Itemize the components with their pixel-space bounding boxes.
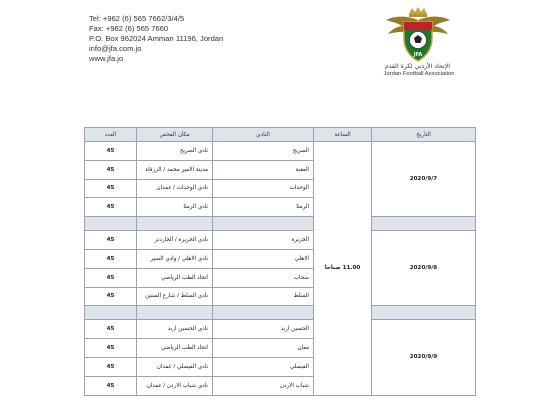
club-cell: الرمثا bbox=[213, 198, 314, 217]
club-cell: الاهلي bbox=[213, 249, 314, 268]
separator-row bbox=[85, 217, 476, 231]
jfa-emblem-icon bbox=[378, 6, 458, 64]
venue-cell: نادي الصريح bbox=[137, 142, 213, 161]
date-cell: 2020/9/9 bbox=[372, 320, 476, 395]
jfa-logo-text: JFA bbox=[413, 52, 423, 58]
venue-cell: نادي الرمثا bbox=[137, 198, 213, 217]
postal-address: P.O. Box 962024 Amman 11196, Jordan bbox=[89, 34, 224, 43]
count-cell: 45 bbox=[85, 339, 137, 358]
header-venue: مكان الفحص bbox=[137, 128, 213, 142]
schedule-table bbox=[84, 127, 476, 396]
header-date: التاريخ bbox=[372, 128, 476, 142]
header-club: النادي bbox=[213, 128, 314, 142]
club-cell: الصريح bbox=[213, 142, 314, 161]
count-cell: 45 bbox=[85, 231, 137, 250]
venue-cell: نادي الاهلي / وادي السير bbox=[137, 249, 213, 268]
header-count: العدد bbox=[85, 128, 137, 142]
club-cell: العقبة bbox=[213, 160, 314, 179]
count-cell: 45 bbox=[85, 198, 137, 217]
venue-cell: مدينة الامير محمد / الزرقاء bbox=[137, 160, 213, 179]
org-name-arabic: الإتحاد الأردني لكرة القدم bbox=[384, 63, 450, 70]
org-name-english: Jordan Football Association bbox=[383, 71, 455, 77]
venue-cell: نادي الجزيرة / الجاردنز bbox=[137, 231, 213, 250]
count-cell: 45 bbox=[85, 320, 137, 339]
phone-number: Tel: +962 (6) 565 7662/3/4/5 bbox=[89, 14, 185, 23]
email-address: info@jfa.com.jo bbox=[89, 44, 142, 53]
contact-block bbox=[89, 14, 223, 64]
venue-cell: نادي الحسين اربد bbox=[137, 320, 213, 339]
count-cell: 45 bbox=[85, 268, 137, 287]
venue-cell: اتحاد الطب الرياضي bbox=[137, 268, 213, 287]
club-cell: الوحدات bbox=[213, 179, 314, 198]
club-cell: معان bbox=[213, 339, 314, 358]
club-cell: الفيصلي bbox=[213, 357, 314, 376]
venue-cell: نادي السلط / شارع الستين bbox=[137, 287, 213, 306]
count-cell: 45 bbox=[85, 160, 137, 179]
club-cell: الحسين اربد bbox=[213, 320, 314, 339]
venue-cell: اتحاد الطب الرياضي bbox=[137, 339, 213, 358]
fax-number: Fax: +962 (6) 565 7660 bbox=[89, 24, 169, 33]
club-cell: السلط bbox=[213, 287, 314, 306]
date-cell: 2020/9/8 bbox=[372, 231, 476, 306]
count-cell: 45 bbox=[85, 179, 137, 198]
table-row bbox=[85, 231, 476, 250]
count-cell: 45 bbox=[85, 249, 137, 268]
count-cell: 45 bbox=[85, 357, 137, 376]
time-cell: 11.00 صباحا bbox=[314, 142, 372, 396]
venue-cell: نادي شباب الاردن / غمدان bbox=[137, 376, 213, 395]
table-row bbox=[85, 320, 476, 339]
venue-cell: نادي الفيصلي / غمدان bbox=[137, 357, 213, 376]
count-cell: 45 bbox=[85, 287, 137, 306]
separator-row bbox=[85, 306, 476, 320]
club-cell: شباب الاردن bbox=[213, 376, 314, 395]
date-cell: 2020/9/7 bbox=[372, 142, 476, 217]
count-cell: 45 bbox=[85, 142, 137, 161]
website-address: www.jfa.jo bbox=[89, 54, 124, 63]
club-cell: سحاب bbox=[213, 268, 314, 287]
count-cell: 45 bbox=[85, 376, 137, 395]
table-row bbox=[85, 142, 476, 161]
venue-cell: نادي الوحدات / غمدان bbox=[137, 179, 213, 198]
header-time: الساعة bbox=[314, 128, 372, 142]
club-cell: الجزيرة bbox=[213, 231, 314, 250]
table-header-row bbox=[85, 128, 476, 142]
